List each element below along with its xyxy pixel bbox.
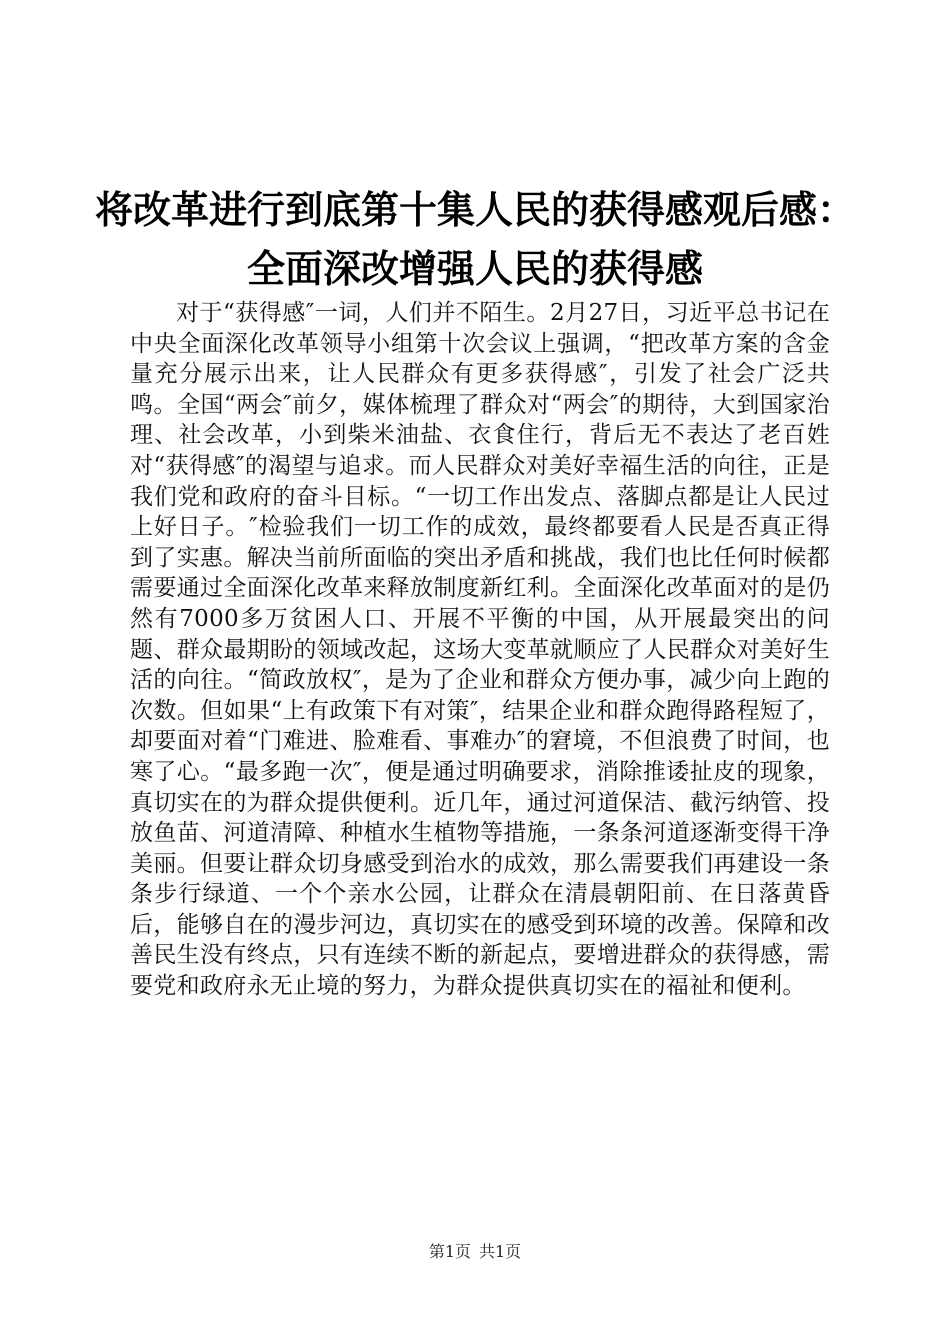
document-title-line-1: 将改革进行到底第十集人民的获得感观后感：	[94, 187, 855, 232]
body-paragraph: 对于“获得感″一词，人们并不陌生。2月27日，习近平总书记在中央全面深化改革领导小组第十次会议上强调，“把改革方案的含金量充分展示出来，让人民群众有更多获得感″，引发了社会广泛共鸣。全国“两会″前夕，媒体梳理了群众对“两会″的期待，大到国家治理、社会改革，小到柴米油盐、衣食住行，背后无不表达了老百姓对“获得感″的渴望与追求。而人民群众对美好幸福生活的向往，正是我们党和政府的奋斗目标。“一切工作出发点、落脚点都是让人民过上好日子。″检验我们一切工作的成效，最终都要看人民是否真正得到了实惠。解决当前所面临的突出矛盾和挑战，我们也比任何时候都需要通过全面深化改革来释放制度新红利。全面深化改革面对的是仍然有7000多万贫困人口、开展不平衡的中国，从开展最突出的问题、群众最期盼的领域改起，这场大变革就顺应了人民群众对美好生活的向往。“简政放权″，是为了企业和群众方便办事，减少向上跑的次数。但如果“上有政策下有对策″，结果企业和群众跑得路程短了，却要面对着“门难进、脸难看、事难办″的窘境，不但浪费了时间，也寒了心。“最多跑一次″，便是通过明确要求，消除推诿扯皮的现象，真切实在的为群众提供便利。近几年，通过河道保洁、截污纳管、投放鱼苗、河道清障、种植水生植物等措施，一条条河道逐渐变得干净美丽。但要让群众切身感受到治水的成效，那么需要我们再建设一条条步行绿道、一个个亲水公园，让群众在清晨朝阳前、在日落黄昏后，能够自在的漫步河边，真切实在的感受到环境的改善。保障和改善民生没有终点，只有连续不断的新起点，要增进群众的获得感，需要党和政府永无止境的努力，为群众提供真切实在的福祉和便利。	[130, 300, 830, 1000]
page-footer	[0, 1242, 950, 1262]
page-number-total: 共1页	[479, 1242, 522, 1261]
document-title-line-2: 全面深改增强人民的获得感	[246, 246, 703, 291]
page-number-current: 第1页	[428, 1242, 471, 1261]
